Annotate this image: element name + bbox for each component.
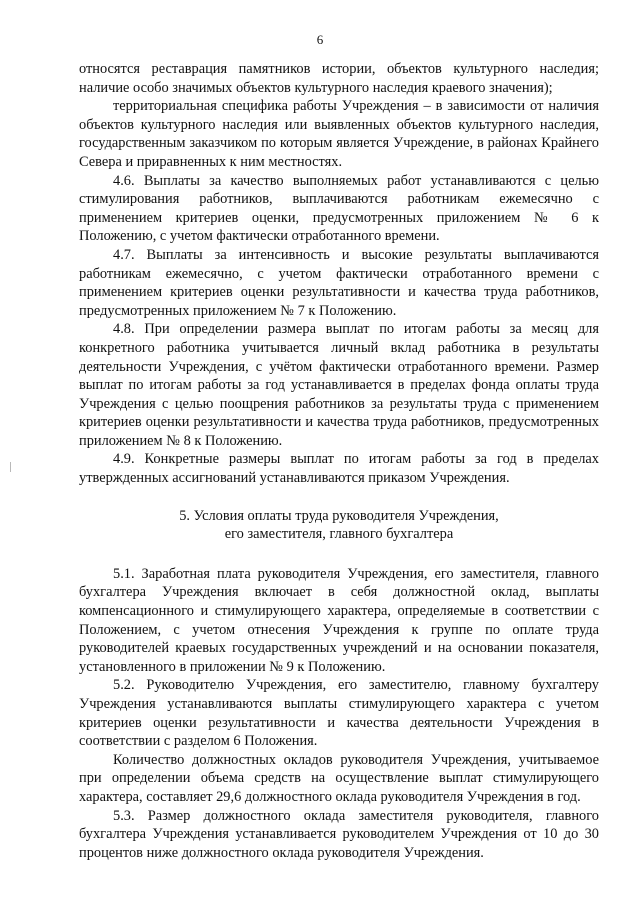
margin-mark [10,462,11,472]
paragraph-5-1: 5.1. Заработная плата руководителя Учреждения, его заместителя, главного бухгалтера Учреждения включает в себя должностной оклад, выплаты компенсационного и стимулирующего характера, определяемые в соответствии с Положением, с учетом отнесения Учреждения к группе по оплате труда руководителей краевых государственных учреждений и на основании показателя, установленного в приложении № 9 к Положению. [79,565,599,675]
paragraph-5-3: 5.3. Размер должностного оклада заместителя руководителя, главного бухгалтера Учреждения устанавливается руководителем Учреждения от 10 до 30 процентов ниже должностного оклада руководителя Учреждения. [79,807,599,861]
paragraph-continuation: относятся реставрация памятников истории, объектов культурного наследия; наличие особо значимых объектов культурного наследия краевого значения); [79,61,599,96]
paragraph-territorial-specifics: территориальная специфика работы Учреждения – в зависимости от наличия объектов культурного наследия или выявленных объектов культурного наследия, государственным заказчиком по которым является Учреждение, в районах Крайнего Севера и приравненных к ним местностях. [79,98,599,170]
paragraph-5-2: 5.2. Руководителю Учреждения, его заместителю, главному бухгалтеру Учреждения устанавливаются выплаты стимулирующего характера с учетом критериев оценки результативности и качества деятельности Учреждения в соответствии с разделом 6 Положения. [79,677,599,750]
paragraph-4-8: 4.8. При определении размера выплат по итогам работы за месяц для конкретного работника учитывается личный вклад работника в результаты деятельности Учреждения, с учётом фактически отработанного времени. Размер выплат по итогам работы за год устанавливается в пределах фонда оплаты труда Учреждения с целью поощрения работников за результаты труда с применением критериев оценки результативности и качества труда работников, предусмотренных приложением № 8 к Положению. [79,321,599,449]
section-5-heading [79,507,599,544]
document-body [79,60,599,862]
paragraph-4-6: 4.6. Выплаты за качество выполняемых работ устанавливаются с целью стимулирования работников, выплачиваются работникам ежемесячно с применением критериев оценки, предусмотренных приложением № 6 к Положению, с учетом фактически отработанного времени. [79,172,599,245]
section-5-heading-line-1: 5. Условия оплаты труда руководителя Учреждения, [179,507,499,524]
paragraph-4-9: 4.9. Конкретные размеры выплат по итогам работы за год в пределах утвержденных ассигнований устанавливаются приказом Учреждения. [79,451,599,487]
paragraph-salaries-count: Количество должностных окладов руководителя Учреждения, учитываемое при определении объема средств на осуществление выплат стимулирующего характера, составляет 29,6 должностного оклада руководителя Учреждения в год. [79,751,599,805]
section-5-heading-line-2: его заместителя, главного бухгалтера [224,526,454,543]
paragraph-4-7: 4.7. Выплаты за интенсивность и высокие результаты выплачиваются работникам ежемесячно, с учетом фактически отработанного времени с применением критериев оценки результативности и качества труда работников, предусмотренных приложением № 7 к Положению. [79,246,599,319]
page-number: 6 [316,32,324,47]
